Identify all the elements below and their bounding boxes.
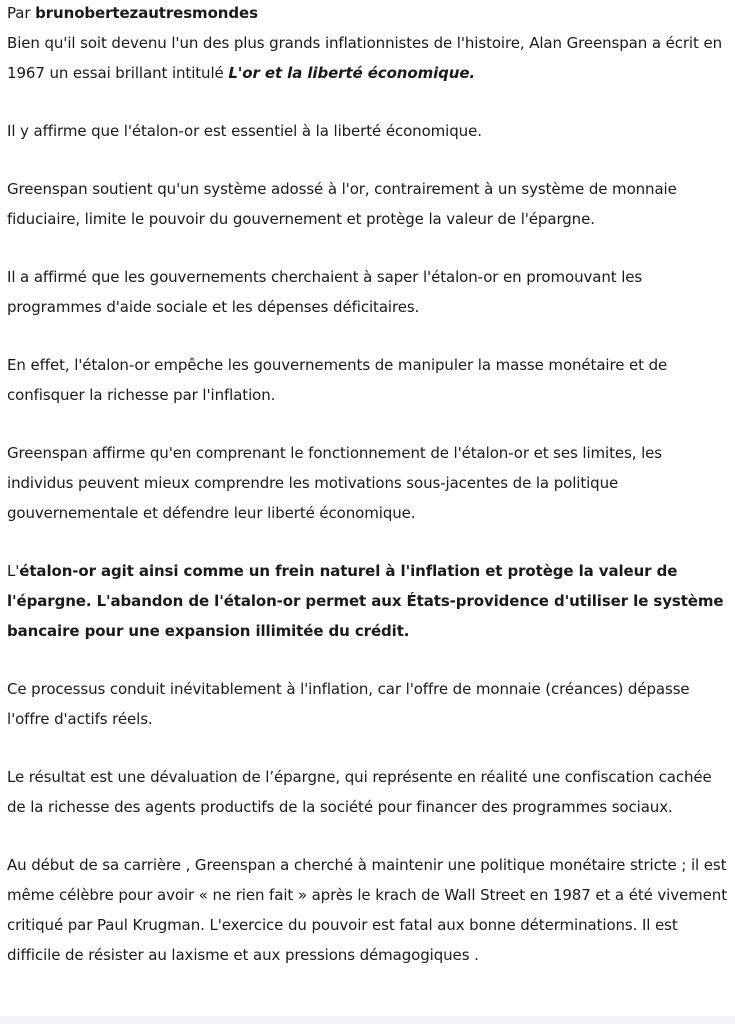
- essay-title: L'or et la liberté économique.: [228, 64, 476, 82]
- byline: [7, 1, 729, 25]
- paragraph-6: Greenspan affirme qu'en comprenant le fonctionnement de l'étalon-or et ses limites, les individus peuvent mieux comprendre les motivations sous-jacentes de la politique gouvernementale et défendre leur liberté économique.: [7, 444, 662, 522]
- paragraph-9: Le résultat est une dévaluation de l’épargne, qui représente en réalité une confiscation cachée de la richesse des agents productifs de la société pour financer des programmes sociaux.: [7, 768, 712, 816]
- paragraph-1: [7, 28, 729, 88]
- byline-prefix: Par: [7, 4, 36, 22]
- paragraph-4: Il a affirmé que les gouvernements cherchaient à saper l'étalon-or en promouvant les programmes d'aide sociale et les dépenses déficitaires.: [7, 268, 643, 316]
- paragraph-2: Il y affirme que l'étalon-or est essentiel à la liberté économique.: [7, 122, 482, 140]
- paragraph-1-text: Bien qu'il soit devenu l'un des plus grands inflationnistes de l'histoire, Alan Greenspan a écrit en 1967 un essai brillant intitulé: [7, 34, 722, 82]
- paragraph-3: Greenspan soutient qu'un système adossé à l'or, contrairement à un système de monnaie fiduciaire, limite le pouvoir du gouvernement et protège la valeur de l'épargne.: [7, 180, 677, 228]
- paragraph-8: Ce processus conduit inévitablement à l'inflation, car l'offre de monnaie (créances) dépasse l'offre d'actifs réels.: [7, 680, 690, 728]
- paragraph-7-bold: étalon-or agit ainsi comme un frein naturel à l'inflation et protège la valeur de l'épargne. L'abandon de l'étalon-or permet aux États-providence d'utiliser le système bancaire pour une expansion illimitée du crédit.: [7, 562, 724, 640]
- paragraph-7-lead: L': [7, 562, 20, 580]
- paragraph-5: En effet, l'étalon-or empêche les gouvernements de manipuler la masse monétaire et de confisquer la richesse par l'inflation.: [7, 356, 668, 404]
- article-body: [7, 1, 729, 970]
- bottom-divider: [0, 1016, 735, 1024]
- paragraph-10: Au début de sa carrière , Greenspan a cherché à maintenir une politique monétaire stricte ; il est même célèbre pour avoir « ne rien fait » après le krach de Wall Street en 1987 et a été vivement critiqué par Paul Krugman. L'exercice du pouvoir est fatal aux bonne déterminations. Il est difficile de résister au laxisme et aux pressions démagogiques .: [7, 856, 727, 964]
- paragraph-7: [7, 556, 729, 646]
- author-name[interactable]: brunobertezautresmondes: [35, 4, 258, 22]
